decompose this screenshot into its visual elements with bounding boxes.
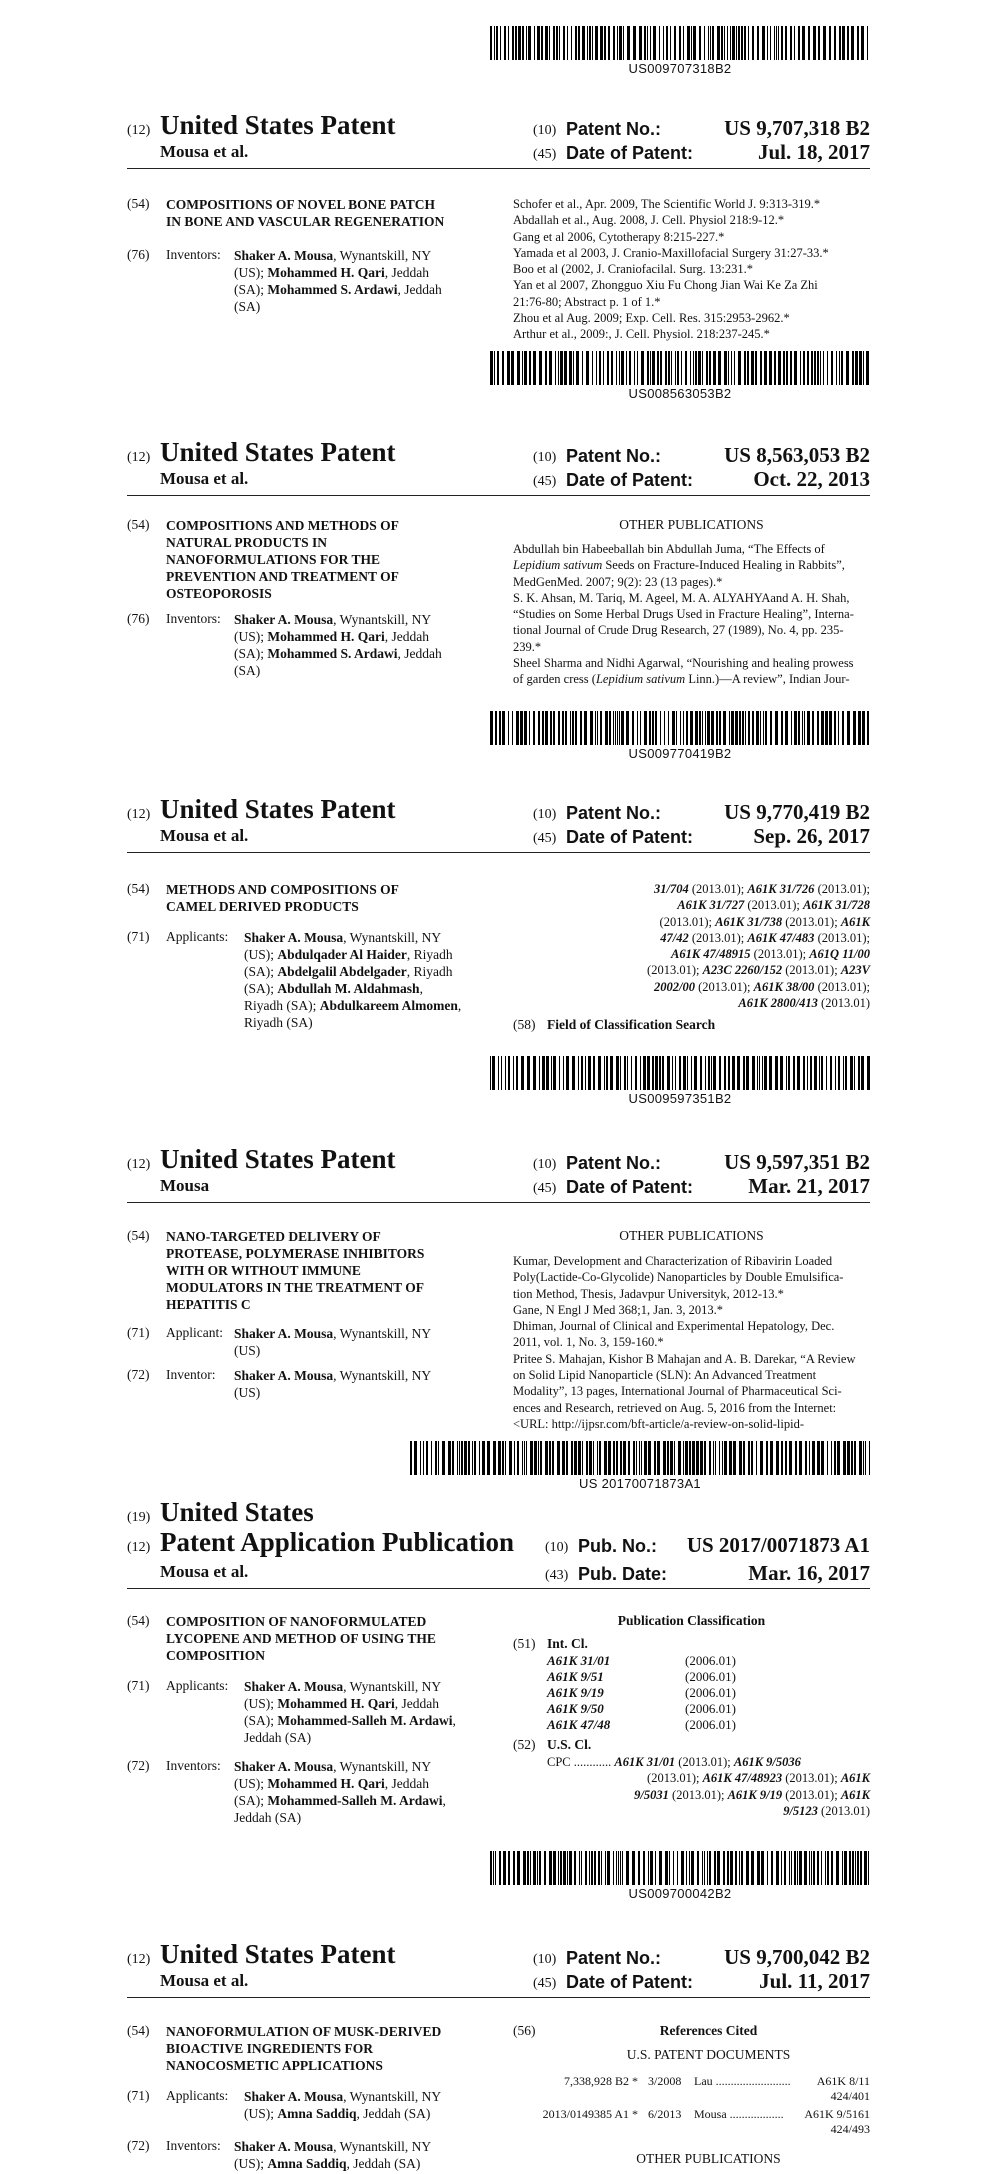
other-publications-heading: OTHER PUBLICATIONS [619,517,764,532]
field-code: (71) [127,1678,150,1693]
no-code: (10) [533,450,557,465]
barcode [490,351,870,385]
publication-title: COMPOSITION OF NANOFORMULATED LYCOPENE AND METHOD OF USING THE COMPOSITION [166,1614,436,1663]
field58-label: Field of Classification Search [547,1017,716,1032]
header-rule [127,1202,870,1203]
uspat-class: A61K 8/11 [816,2074,870,2088]
inventors-list: Shaker A. Mousa, Wynantskill, NY (US); Mohammed H. Qari, Jeddah (SA); Mohammed-Salleh M. Ardawi, Jeddah (SA) [234,1759,446,1825]
intcl-year: (2006.01) [685,1701,736,1716]
no-code: (10) [533,123,557,138]
publication-classification-heading: Publication Classification [617,1613,766,1628]
patent-number: US 9,707,318 B2 [724,116,870,140]
header-rule [127,852,870,853]
barcode-text: US009770419B2 [628,746,732,761]
applicants-list: Shaker A. Mousa, Wynantskill, NY (US); Abdulqader Al Haider, Riyadh (SA); Abdelgalil Abdelgader, Riyadh (SA); Abdullah M. Aldahmash, Riyadh (SA); Abdulkareem Almomen, Riyadh (SA) [244,930,462,1030]
code-kind: (12) [127,1540,151,1555]
barcode-text: US 20170071873A1 [579,1476,701,1491]
title-code: (54) [127,1613,150,1628]
date-of-patent: Mar. 21, 2017 [748,1174,870,1198]
patent-kind: United States Patent [160,437,396,467]
field-label: Inventors: [166,247,221,262]
intcl-year: (2006.01) [685,1653,736,1668]
patent-title: COMPOSITIONS AND METHODS OF NATURAL PRODUCTS IN NANOFORMULATIONS FOR THE PREVENTION AND TREATMENT OF OSTEOPOROSIS [166,518,399,601]
date-label: Date of Patent: [566,1972,694,1992]
inventor-line: Mousa et al. [160,826,249,845]
date-of-patent: Jul. 18, 2017 [757,140,870,164]
date-label: Pub. Date: [578,1564,668,1584]
field-code: (76) [127,247,150,262]
field-label: Applicants: [166,929,229,944]
no-label: Patent No.: [566,1948,662,1968]
field2-label: Inventors: [166,2138,221,2153]
barcode-text: US009700042B2 [628,1886,732,1901]
references: Abdullah bin Habeeballah bin Abdullah Juma, “The Effects of Lepidium sativum Seeds on Fracture-Induced Healing in Rabbits”, MedGenMed. 2007; 9(2): 23 (13 pages).* S. K. Ahsan, M. Tariq, M. Ageel, M. A. ALYAHYAand A. H. Shah, “Studies on Some Herbal Drugs Used in Fracture Healing”, Interna- tional Journal of Crude Drug Research, 27 (1989), No. 4, pp. 235- 239.* Sheel Sharma and Nidhi Agarwal, “Nourishing and healing prowess of garden cress (Lepidium sativum Linn.)—A review”, Indian Jour- [513,542,854,687]
field-label: Applicant: [166,1325,223,1340]
barcode [490,711,870,745]
us-patent-documents-heading: U.S. PATENT DOCUMENTS [626,2047,791,2062]
intcl-row: A61K 9/50 [547,1701,604,1716]
field-label: Inventors: [166,611,221,626]
publication-number: US 2017/0071873 A1 [686,1533,870,1557]
uscl-label: U.S. Cl. [547,1737,592,1752]
no-label: Patent No.: [566,446,662,466]
uspat-number: 2013/0149385 A1 * [542,2107,638,2121]
applicants-list: Shaker A. Mousa, Wynantskill, NY (US); Amna Saddiq, Jeddah (SA) [244,2089,442,2121]
patent-number: US 9,700,042 B2 [724,1945,870,1969]
refs-code: (56) [513,2023,536,2038]
field-label: Applicants: [166,2088,229,2103]
no-code: (10) [545,1540,569,1555]
cpc-classification: 31/704 (2013.01); A61K 31/726 (2013.01); A61K 31/727 (2013.01); A61K 31/728 (2013.01); A61K 31/738 (2013.01); A61K 47/42 (2013.01); A61K 47/483 (2013.01); A61K 47/48915 (2013.01); A61Q 11/00 (2013.01); A23C 2260/152 (2013.01); A23V 2002/00 (2013.01); A61K 38/00 (2013.01); A61K 2800/413 (2013.01) [647,882,870,1011]
inventor-line: Mousa et al. [160,1562,249,1581]
intcl-row: A61K 31/01 [547,1653,611,1668]
intcl-year: (2006.01) [685,1717,736,1732]
uspat-name: Mousa .................. [694,2107,784,2121]
date-label: Date of Patent: [566,827,694,847]
barcode-text: US008563053B2 [628,386,732,401]
intcl-row: A61K 47/48 [547,1717,611,1732]
code-country: (19) [127,1510,151,1525]
header-rule [127,495,870,496]
other-publications-heading: OTHER PUBLICATIONS [636,2151,781,2166]
date-of-patent: Jul. 11, 2017 [759,1969,870,1993]
country: United States [160,1497,314,1527]
date-code: (45) [533,147,557,162]
no-label: Patent No.: [566,1153,662,1173]
intcl-row: A61K 9/51 [547,1669,604,1684]
code-kind: (12) [127,807,151,822]
field2-label: Inventors: [166,1758,221,1773]
references: Schofer et al., Apr. 2009, The Scientific World J. 9:313-319.* Abdallah et al., Aug. 2008, J. Cell. Physiol 218:9-12.* Gang et al 2006, Cytotherapy 8:215-227.* Yamada et al 2003, J. Cranio-Maxillofacial Surgery 31:27-33.* Boo et al (2002, J. Craniofacilal. Surg. 13:231.* Yan et al 2007, Zhongguo Xiu Fu Chong Jian Wai Ke Za Zhi 21:76-80; Abstract p. 1 of 1.* Zhou et al Aug. 2009; Exp. Cell. Res. 315:2953-2962.* Arthur et al., 2009:, J. Cell. Physiol. 218:237-245.* [513,197,829,342]
patent-title: NANO-TARGETED DELIVERY OF PROTEASE, POLYMERASE INHIBITORS WITH OR WITHOUT IMMUNE MODULATORS IN THE TREATMENT OF HEPATITIS C [166,1229,425,1312]
field-label: Applicants: [166,1678,229,1693]
patent-front-page-1 [0,0,1000,345]
patent-number: US 9,770,419 B2 [724,800,870,824]
intcl-label: Int. Cl. [547,1636,588,1651]
field58-code: (58) [513,1017,536,1032]
barcode [490,26,870,60]
applicants-list: Shaker A. Mousa, Wynantskill, NY (US); Mohammed H. Qari, Jeddah (SA); Mohammed-Salleh M. Ardawi, Jeddah (SA) [244,1679,456,1745]
patent-title: METHODS AND COMPOSITIONS OF CAMEL DERIVED PRODUCTS [166,882,399,914]
patent-number: US 8,563,053 B2 [724,443,870,467]
intcl-year: (2006.01) [685,1669,736,1684]
uspat-class2: 424/401 [830,2089,870,2103]
title-code: (54) [127,881,150,896]
uspat-date: 6/2013 [648,2107,682,2121]
intcl-code: (51) [513,1636,536,1651]
no-code: (10) [533,807,557,822]
title-code: (54) [127,196,150,211]
barcode [490,1056,870,1090]
publication-kind: Patent Application Publication [160,1527,515,1557]
uspat-class: A61K 9/5161 [804,2107,870,2121]
code-kind: (12) [127,123,151,138]
references: Kumar, Development and Characterization of Ribavirin Loaded Poly(Lactide-Co-Glycolide) Nanoparticles by Double Emulsifica- tion Method, Thesis, Jadavpur Universityk, 2012-13.* Gane, N Engl J Med 368;1, Jan. 3, 2013.* Dhiman, Journal of Clinical and Experimental Hepatology, Dec. 2011, vol. 1, No. 3, 159-160.* Pritee S. Mahajan, Kishor B Mahajan and A. B. Darekar, “A Review on Solid Lipid Nanoparticle (SLN): An Advanced Treatment Modality”, 13 pages, International Journal of Pharmaceutical Sci- ences and Research, retrieved on Aug. 5, 2016 from the Internet: <URL: http://ijpsr.com/bft-article/a-review-on-solid-lipid- [513,1254,856,1431]
no-label: Pub. No.: [578,1536,657,1556]
title-code: (54) [127,1228,150,1243]
field-code: (71) [127,929,150,944]
inventor-list: Shaker A. Mousa, Wynantskill, NY (US) [234,1368,432,1400]
barcode-text: US009707318B2 [628,61,732,76]
patent-title: NANOFORMULATION OF MUSK-DERIVED BIOACTIVE INGREDIENTS FOR NANOCOSMETIC APPLICATIONS [166,2024,442,2073]
inventors-list: Shaker A. Mousa, Wynantskill, NY (US); Amna Saddiq, Jeddah (SA) [234,2139,432,2171]
inventor-line: Mousa [160,1176,210,1195]
cpc-classification: CPC ............ A61K 31/01 (2013.01); A61K 9/5036 (2013.01); A61K 47/48923 (2013.01); A61K 9/5031 (2013.01); A61K 9/19 (2013.01); A61K 9/5123 (2013.01) [547,1755,870,1818]
patent-front-page-2 [0,345,1000,705]
inventor-line: Mousa et al. [160,142,249,161]
inventors-list: Shaker A. Mousa, Wynantskill, NY (US); Mohammed H. Qari, Jeddah (SA); Mohammed S. Ardawi, Jeddah (SA) [234,612,442,678]
publication-date: Mar. 16, 2017 [748,1561,870,1585]
header-rule [127,1588,870,1589]
no-label: Patent No.: [566,803,662,823]
patent-title: COMPOSITIONS OF NOVEL BONE PATCH IN BONE AND VASCULAR REGENERATION [166,197,445,229]
barcode-text: US009597351B2 [628,1091,732,1106]
title-code: (54) [127,517,150,532]
date-code: (43) [545,1568,569,1583]
patent-kind: United States Patent [160,1144,396,1174]
patent-kind: United States Patent [160,794,396,824]
uspat-date: 3/2008 [648,2074,682,2088]
code-kind: (12) [127,1157,151,1172]
title-code: (54) [127,2023,150,2038]
header-rule [127,168,870,169]
patent-number: US 9,597,351 B2 [724,1150,870,1174]
date-of-patent: Oct. 22, 2013 [753,467,870,491]
no-code: (10) [533,1157,557,1172]
uscl-code: (52) [513,1737,536,1752]
uspat-class2: 424/493 [830,2122,870,2136]
date-label: Date of Patent: [566,1177,694,1197]
patent-kind: United States Patent [160,110,396,140]
patent-kind: United States Patent [160,1939,396,1969]
date-label: Date of Patent: [566,143,694,163]
references-cited-heading: References Cited [659,2023,758,2038]
date-code: (45) [533,1181,557,1196]
header-rule [127,1997,870,1998]
field2-code: (72) [127,1367,150,1382]
field2-code: (72) [127,1758,150,1773]
code-kind: (12) [127,450,151,465]
date-label: Date of Patent: [566,470,694,490]
applicant-list: Shaker A. Mousa, Wynantskill, NY (US) [234,1326,432,1358]
date-code: (45) [533,474,557,489]
uspat-name: Lau ......................... [694,2074,791,2088]
patent-front-page-5 [0,1845,1000,2174]
intcl-row: A61K 9/19 [547,1685,604,1700]
patent-front-page-4 [0,1050,1000,1431]
other-publications-heading: OTHER PUBLICATIONS [619,1228,764,1243]
inventors-list: Shaker A. Mousa, Wynantskill, NY (US); Mohammed H. Qari, Jeddah (SA); Mohammed S. Ardawi, Jeddah (SA) [234,248,442,314]
inventor-line: Mousa et al. [160,1971,249,1990]
inventor-line: Mousa et al. [160,469,249,488]
barcode [490,1851,870,1885]
intcl-year: (2006.01) [685,1685,736,1700]
code-kind: (12) [127,1952,151,1967]
uspat-number: 7,338,928 B2 * [563,2074,638,2088]
date-code: (45) [533,1976,557,1991]
field2-label: Inventor: [166,1367,216,1382]
patent-application-front-page [0,1425,1000,1845]
barcode [410,1441,870,1475]
date-code: (45) [533,831,557,846]
field2-code: (72) [127,2138,150,2153]
field-code: (71) [127,2088,150,2103]
field-code: (76) [127,611,150,626]
field-code: (71) [127,1325,150,1340]
no-label: Patent No.: [566,119,662,139]
patent-front-page-3 [0,705,1000,1050]
no-code: (10) [533,1952,557,1967]
date-of-patent: Sep. 26, 2017 [753,824,870,848]
